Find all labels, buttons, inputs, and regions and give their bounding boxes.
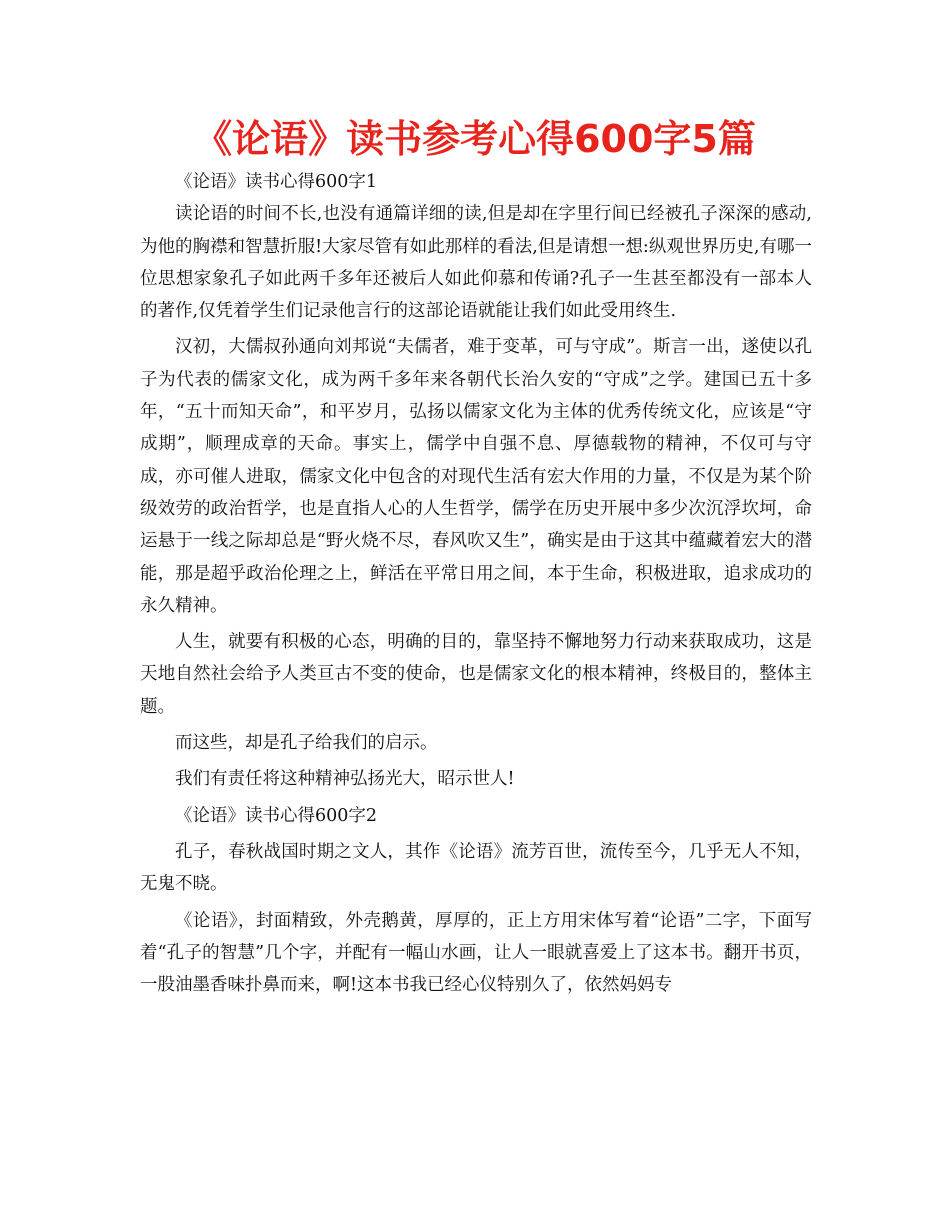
document-body bbox=[140, 166, 812, 1001]
document-title: 《论语》读书参考心得600字5篇 bbox=[194, 117, 756, 161]
paragraph: 孔子，春秋战国时期之文人，其作《论语》流芳百世，流传至今，几乎无人不知，无鬼不晓。 bbox=[140, 841, 812, 895]
paragraph: 《论语》，封面精致，外壳鹅黄，厚厚的，正上方用宋体写着“论语”二字，下面写着“孔子的智慧”几个字，并配有一幅山水画，让人一眼就喜爱上了这本书。翻开书页，一股油墨香味扑鼻而来，啊!这本书我已经心仪特别久了，依然妈妈专 bbox=[140, 910, 812, 996]
paragraph: 人生，就要有积极的心态，明确的目的，靠坚持不懈地努力行动来获取成功，这是天地自然社会给予人类亘古不变的使命，也是儒家文化的根本精神，终极目的，整体主题。 bbox=[140, 632, 812, 717]
section-heading-1: 《论语》读书心得600字1 bbox=[175, 172, 378, 192]
paragraph: 我们有责任将这种精神弘扬光大，昭示世人! bbox=[175, 769, 515, 790]
section-heading-2: 《论语》读书心得600字2 bbox=[175, 805, 378, 826]
paragraph: 而这些，却是孔子给我们的启示。 bbox=[175, 733, 438, 754]
paragraph: 汉初，大儒叔孙通向刘邦说“夫儒者，难于变革，可与守成”。斯言一出，遂使以孔子为代表的儒家文化，成为两千多年来各朝代长治久安的“守成”之学。建国已五十多年，“五十而知天命”，和平岁月，弘扬以儒家文化为主体的优秀传统文化，应该是“守成期”，顺理成章的天命。事实上，儒学中自强不息、厚德载物的精神，不仅可与守成，亦可催人进取，儒家文化中包含的对现代生活有宏大作用的力量，不仅是为某个阶级效劳的政治哲学，也是直指人心的人生哲学，儒学在历史开展中多少次沉浮坎坷，命运悬于一线之际却总是“野火烧不尽，春风吹又生”，确实是由于这其中蕴藏着宏大的潜能，那是超乎政治伦理之上，鲜活在平常日用之间，本于生命，积极进取，追求成功的永久精神。 bbox=[140, 337, 812, 616]
paragraph: 读论语的时间不长,也没有通篇详细的读,但是却在字里行间已经被孔子深深的感动,为他的胸襟和智慧折服!大家尽管有如此那样的看法,但是请想一想:纵观世界历史,有哪一位思想家象孔子如此两千多年还被后人如此仰慕和传诵?孔子一生甚至都没有一部本人的著作,仅凭着学生们记录他言行的这部论语就能让我们如此受用终生. bbox=[140, 204, 812, 322]
